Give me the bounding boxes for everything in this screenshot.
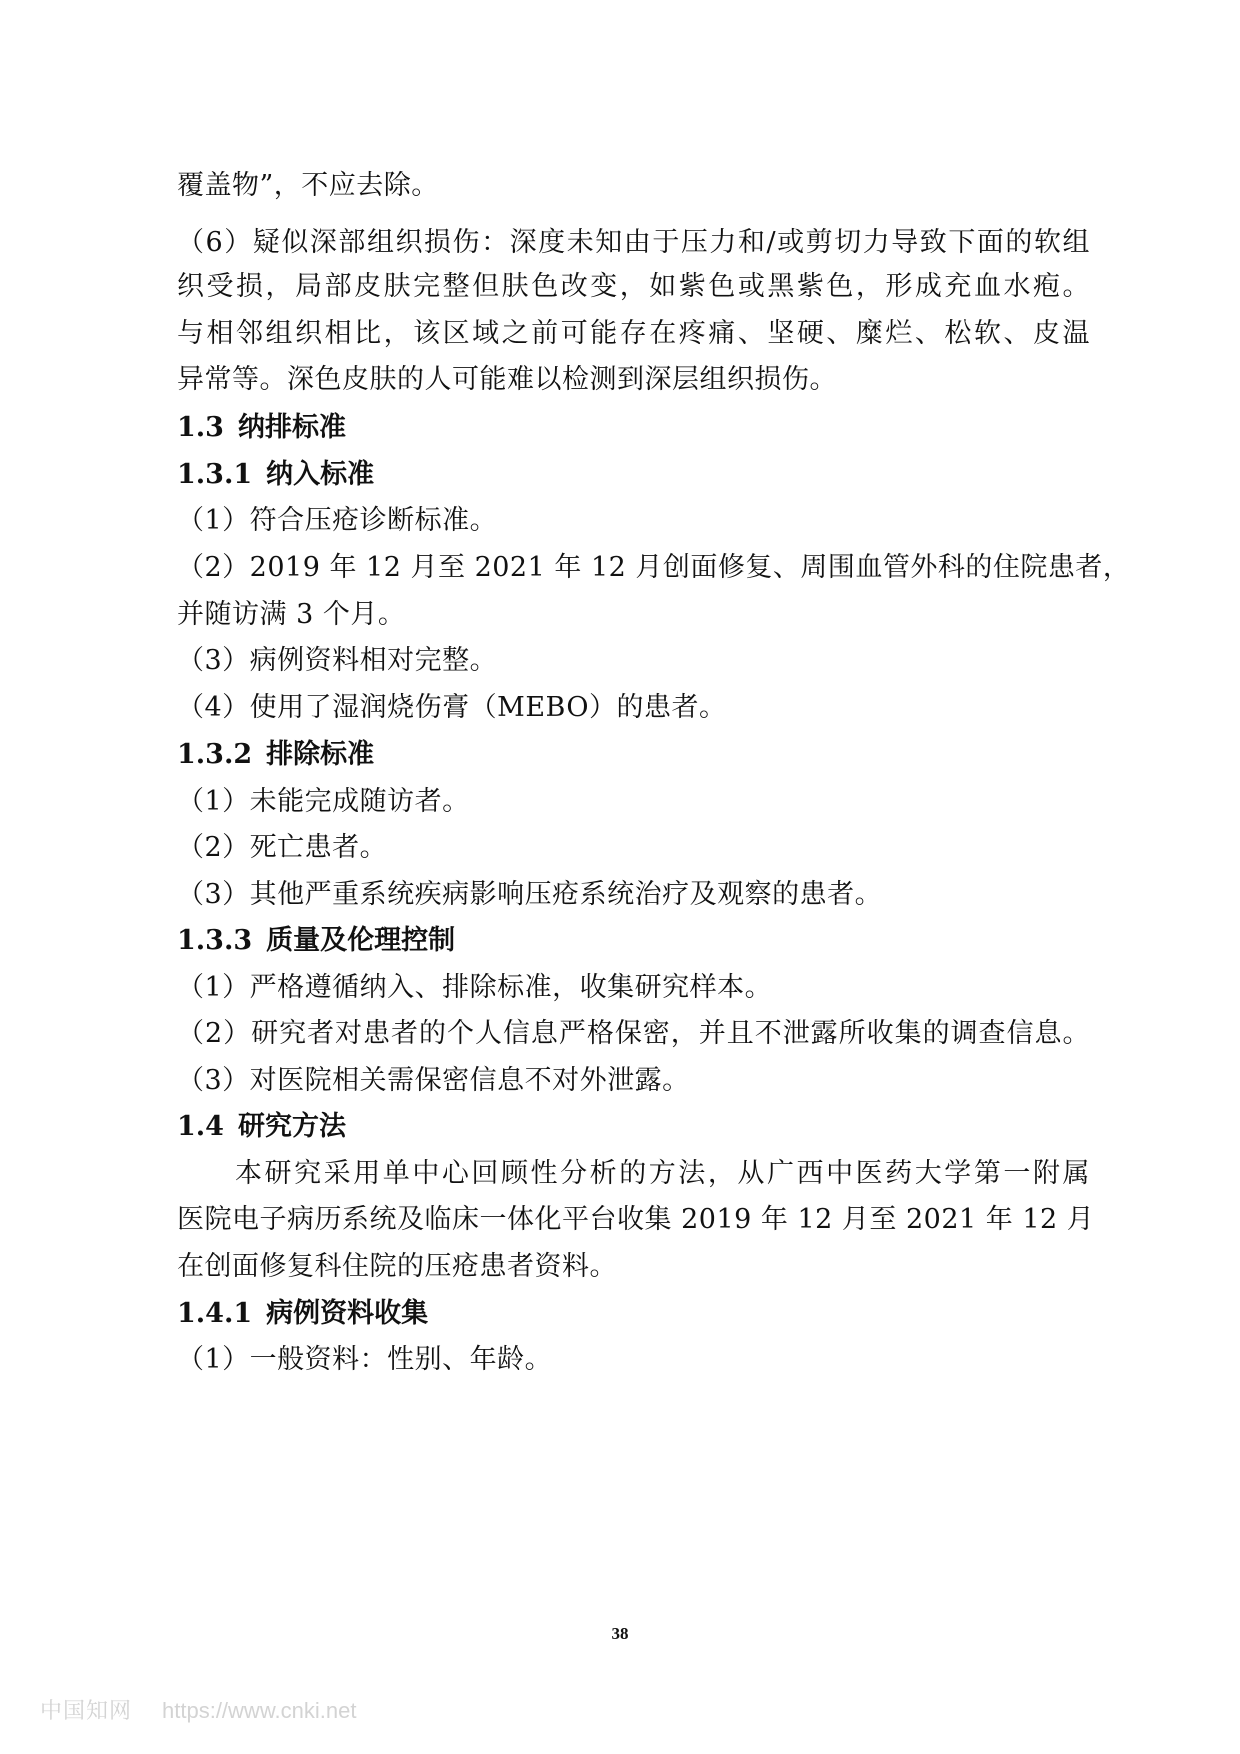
section-number: 1.3.2	[177, 739, 253, 770]
section-title: 纳排标准	[237, 412, 346, 443]
section-title: 病例资料收集	[266, 1298, 429, 1329]
watermark-url: https://www.cnki.net	[162, 1698, 357, 1723]
section-number: 1.4	[177, 1111, 224, 1142]
list-item: （1）严格遵循纳入、排除标准，收集研究样本。	[177, 972, 773, 1003]
list-item: （3）病例资料相对完整。	[177, 645, 498, 676]
list-item: （2）2019 年 12 月至 2021 年 12 月创面修复、周围血管外科的住院患者，	[177, 552, 1131, 583]
section-number: 1.3	[177, 412, 224, 443]
watermark-logo: 中国知网	[40, 1698, 133, 1723]
section-heading-1-4-1	[177, 1296, 428, 1332]
section-heading-1-4	[177, 1109, 346, 1145]
paragraph-line: 织受损，局部皮肤完整但肤色改变，如紫色或黑紫色，形成充血水疱。	[177, 271, 1090, 302]
section-number: 1.4.1	[177, 1298, 253, 1329]
section-number: 1.3.1	[177, 459, 253, 490]
cnki-watermark	[40, 1694, 356, 1725]
section-title: 质量及伦理控制	[266, 925, 456, 956]
section-title: 纳入标准	[266, 459, 375, 490]
paragraph-line: 覆盖物”，不应去除。	[177, 170, 439, 201]
section-number: 1.3.3	[177, 925, 253, 956]
list-item-continuation: 并随访满 3 个月。	[177, 599, 406, 630]
paragraph-line: （6）疑似深部组织损伤：深度未知由于压力和/或剪切力导致下面的软组	[177, 227, 1090, 258]
list-item: （1）未能完成随访者。	[177, 786, 470, 817]
paragraph-line: 与相邻组织相比，该区域之前可能存在疼痛、坚硬、糜烂、松软、皮温	[177, 318, 1090, 349]
list-item: （1）一般资料：性别、年龄。	[177, 1344, 553, 1375]
list-item: （4）使用了湿润烧伤膏（MEBO）的患者。	[177, 692, 727, 723]
section-heading-1-3-1	[177, 457, 374, 493]
paragraph-line: 本研究采用单中心回顾性分析的方法，从广西中医药大学第一附属	[235, 1158, 1090, 1189]
paragraph-line: 医院电子病历系统及临床一体化平台收集 2019 年 12 月至 2021 年 12 月	[177, 1204, 1095, 1235]
list-item: （2）死亡患者。	[177, 832, 388, 863]
section-heading-1-3	[177, 410, 346, 446]
list-item: （1）符合压疮诊断标准。	[177, 505, 498, 536]
section-title: 排除标准	[266, 739, 375, 770]
list-item: （3）对医院相关需保密信息不对外泄露。	[177, 1065, 690, 1096]
list-item: （3）其他严重系统疾病影响压疮系统治疗及观察的患者。	[177, 879, 883, 910]
section-title: 研究方法	[237, 1111, 346, 1142]
paragraph-line: 异常等。深色皮肤的人可能难以检测到深层组织损伤。	[177, 364, 837, 395]
page-number: 38	[611, 1624, 629, 1643]
section-heading-1-3-2	[177, 737, 374, 773]
list-item: （2）研究者对患者的个人信息严格保密，并且不泄露所收集的调查信息。	[177, 1018, 1090, 1049]
section-heading-1-3-3	[177, 923, 455, 959]
paragraph-line: 在创面修复科住院的压疮患者资料。	[177, 1251, 617, 1282]
